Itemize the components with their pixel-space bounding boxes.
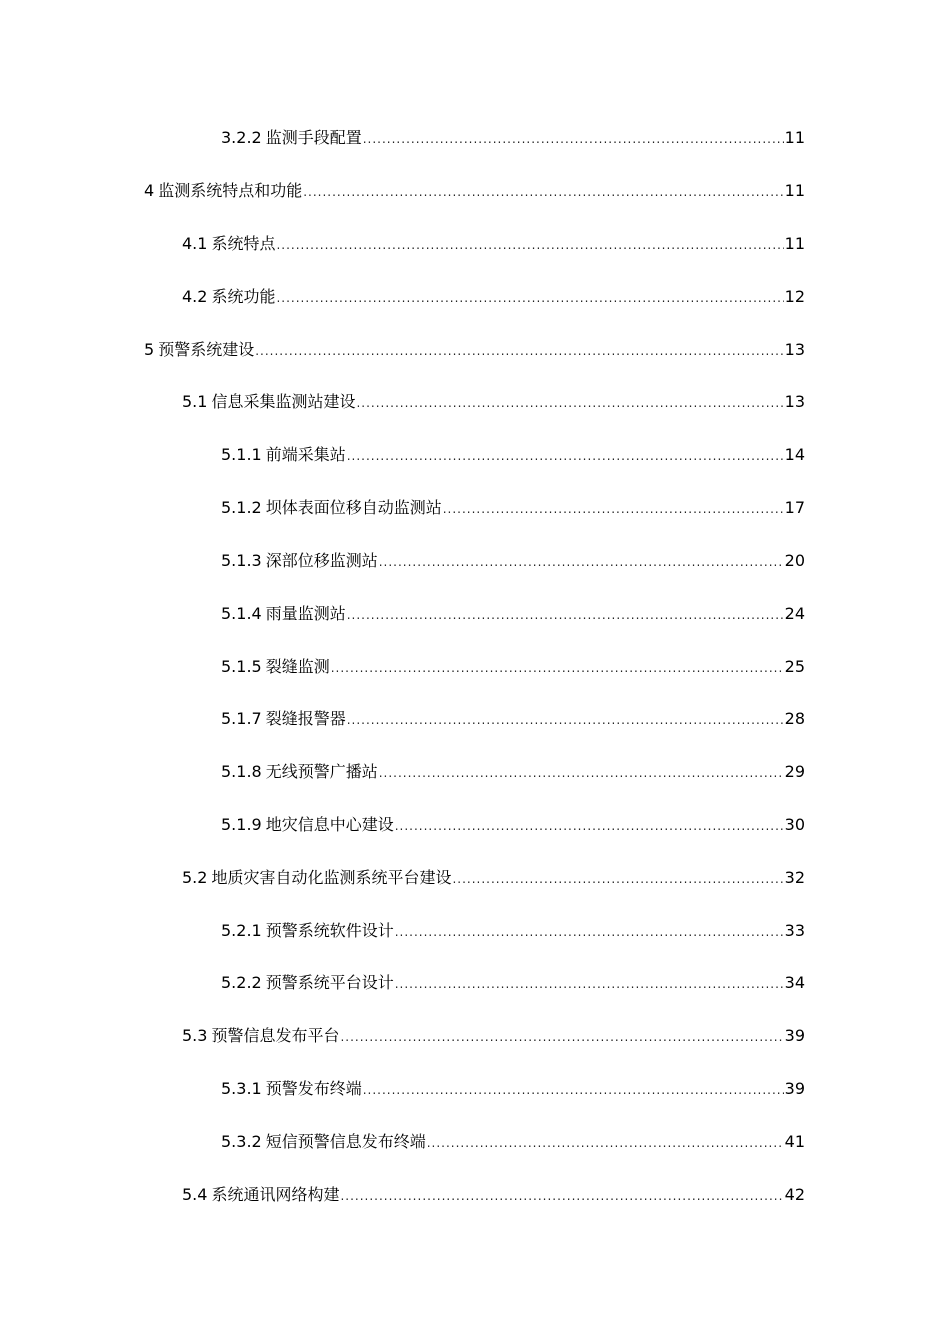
toc-dot-leader	[452, 867, 783, 891]
toc-entry[interactable]	[144, 179, 805, 203]
toc-entry[interactable]	[182, 232, 805, 256]
toc-entry-title: 预警信息发布平台	[211, 1026, 340, 1045]
toc-dot-leader	[347, 708, 784, 732]
toc-entry[interactable]	[182, 1183, 805, 1207]
toc-entry[interactable]	[221, 655, 805, 679]
toc-entry[interactable]	[182, 866, 805, 890]
toc-entry-title: 地质灾害自动化监测系统平台建设	[211, 868, 452, 887]
toc-entry[interactable]	[221, 707, 805, 731]
toc-entry-number: 5.1	[182, 392, 208, 411]
toc-entry[interactable]	[221, 919, 805, 943]
toc-entry[interactable]	[221, 760, 805, 784]
toc-entry-title: 裂缝监测	[265, 657, 330, 676]
toc-dot-leader	[395, 920, 784, 944]
toc-entry[interactable]	[221, 1077, 805, 1101]
toc-dot-leader	[356, 391, 783, 415]
toc-entry[interactable]	[221, 496, 805, 520]
toc-entry-number: 5.1.5	[221, 657, 262, 676]
toc-entry-page: 28	[784, 709, 805, 728]
toc-dot-leader	[303, 180, 783, 204]
toc-entry[interactable]	[221, 126, 805, 150]
toc-entry-number: 5.1.8	[221, 762, 262, 781]
toc-dot-leader	[395, 814, 784, 838]
toc-entry-title: 预警系统建设	[158, 340, 255, 359]
toc-entry-page: 34	[784, 973, 805, 992]
toc-entry-number: 5.4	[182, 1185, 208, 1204]
toc-dot-leader	[427, 1131, 784, 1155]
toc-entry-number: 5.3.2	[221, 1132, 262, 1151]
toc-entry-number: 5.3	[182, 1026, 208, 1045]
toc-entry-number: 5.1.3	[221, 551, 262, 570]
toc-entry-page: 33	[784, 921, 805, 940]
toc-entry[interactable]	[221, 813, 805, 837]
toc-entry-title: 预警系统平台设计	[265, 973, 394, 992]
toc-entry-number: 5.1.7	[221, 709, 262, 728]
toc-entry[interactable]	[221, 602, 805, 626]
toc-entry-page: 11	[784, 234, 805, 253]
toc-dot-leader	[443, 497, 784, 521]
toc-entry-title: 深部位移监测站	[265, 551, 378, 570]
toc-entry-page: 39	[784, 1026, 805, 1045]
toc-entry-title: 系统特点	[211, 234, 276, 253]
toc-entry-page: 11	[784, 181, 805, 200]
toc-entry-title: 信息采集监测站建设	[211, 392, 356, 411]
toc-entry-number: 5.1.1	[221, 445, 262, 464]
toc-entry-page: 20	[784, 551, 805, 570]
toc-dot-leader	[276, 286, 783, 310]
toc-entry-number: 5.1.2	[221, 498, 262, 517]
toc-entry-page: 29	[784, 762, 805, 781]
toc-entry[interactable]	[221, 443, 805, 467]
toc-entry-page: 14	[784, 445, 805, 464]
toc-dot-leader	[331, 656, 784, 680]
toc-entry-title: 裂缝报警器	[265, 709, 346, 728]
toc-entry-page: 24	[784, 604, 805, 623]
toc-entry-number: 5.2	[182, 868, 208, 887]
toc-entry[interactable]	[221, 971, 805, 995]
toc-entry-title: 预警系统软件设计	[265, 921, 394, 940]
toc-entry-page: 25	[784, 657, 805, 676]
toc-entry-page: 41	[784, 1132, 805, 1151]
toc-entry[interactable]	[221, 549, 805, 573]
toc-entry-title: 监测手段配置	[265, 128, 362, 147]
toc-dot-leader	[363, 127, 784, 151]
toc-dot-leader	[395, 972, 784, 996]
toc-entry-number: 4.2	[182, 287, 208, 306]
toc-entry-page: 42	[784, 1185, 805, 1204]
toc-entry-number: 5	[144, 340, 155, 359]
toc-dot-leader	[340, 1184, 783, 1208]
toc-dot-leader	[340, 1025, 783, 1049]
toc-entry[interactable]	[144, 338, 805, 362]
toc-entry-title: 无线预警广播站	[265, 762, 378, 781]
toc-entry-page: 17	[784, 498, 805, 517]
toc-entry[interactable]	[221, 1130, 805, 1154]
toc-entry-page: 13	[784, 340, 805, 359]
toc-dot-leader	[347, 603, 784, 627]
toc-entry-title: 监测系统特点和功能	[158, 181, 303, 200]
toc-entry-page: 32	[784, 868, 805, 887]
toc-entry[interactable]	[182, 390, 805, 414]
toc-entry-page: 30	[784, 815, 805, 834]
toc-entry-number: 5.1.9	[221, 815, 262, 834]
toc-entry-title: 地灾信息中心建设	[265, 815, 394, 834]
toc-entry-title: 短信预警信息发布终端	[265, 1132, 426, 1151]
toc-entry[interactable]	[182, 285, 805, 309]
toc-entry-number: 3.2.2	[221, 128, 262, 147]
toc-dot-leader	[255, 339, 783, 363]
toc-entry-number: 4.1	[182, 234, 208, 253]
toc-entry-number: 5.3.1	[221, 1079, 262, 1098]
toc-entry-title: 雨量监测站	[265, 604, 346, 623]
toc-entry-title: 预警发布终端	[265, 1079, 362, 1098]
toc-entry-number: 5.1.4	[221, 604, 262, 623]
toc-dot-leader	[276, 233, 783, 257]
toc-dot-leader	[347, 444, 784, 468]
toc-entry-title: 前端采集站	[265, 445, 346, 464]
toc-dot-leader	[363, 1078, 784, 1102]
toc-entry-page: 11	[784, 128, 805, 147]
toc-dot-leader	[379, 761, 784, 785]
toc-entry-number: 4	[144, 181, 155, 200]
toc-entry-title: 系统功能	[211, 287, 276, 306]
toc-entry-title: 系统通讯网络构建	[211, 1185, 340, 1204]
toc-entry-page: 39	[784, 1079, 805, 1098]
toc-entry-number: 5.2.2	[221, 973, 262, 992]
toc-entry[interactable]	[182, 1024, 805, 1048]
toc-entry-title: 坝体表面位移自动监测站	[265, 498, 442, 517]
toc-entry-page: 12	[784, 287, 805, 306]
toc-entry-page: 13	[784, 392, 805, 411]
toc-dot-leader	[379, 550, 784, 574]
toc-entry-number: 5.2.1	[221, 921, 262, 940]
